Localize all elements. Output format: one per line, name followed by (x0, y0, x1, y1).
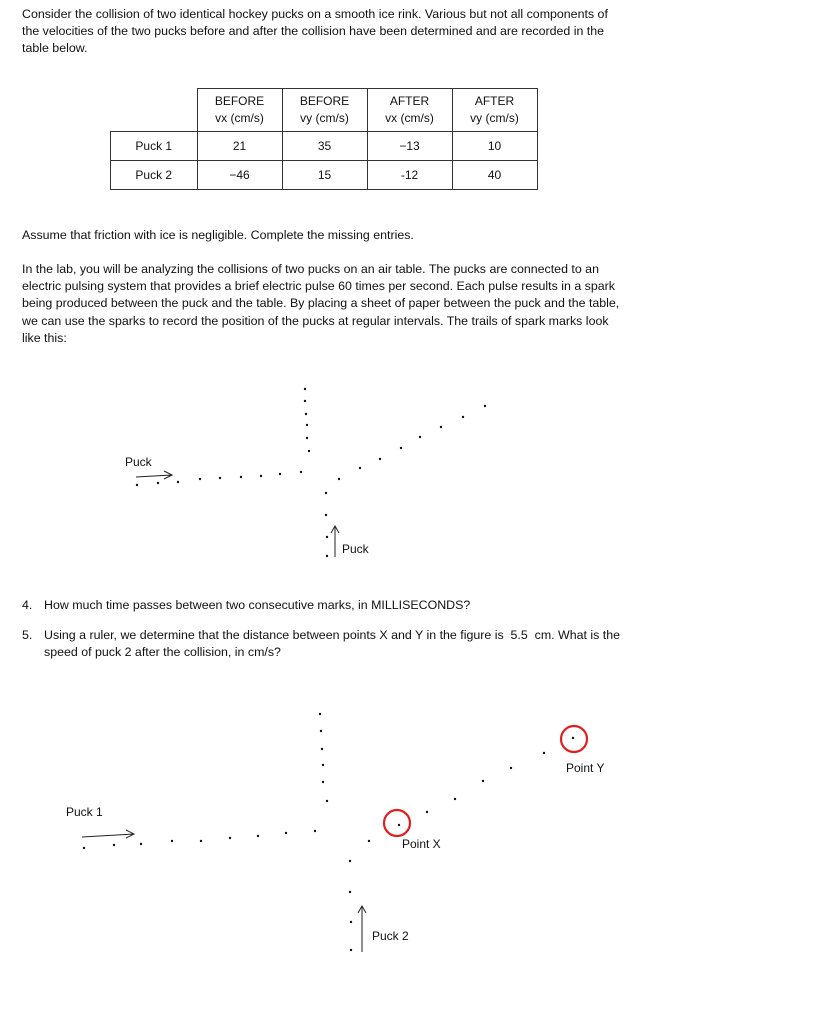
spark-mark (257, 835, 259, 837)
puck-arrow-right-icon (136, 471, 172, 479)
fig2-puck1-label: Puck 1 (66, 805, 103, 819)
spark-mark (279, 473, 281, 475)
table-row: Puck 2 −46 15 -12 40 (111, 161, 538, 190)
spark-mark (368, 840, 370, 842)
spark-mark (440, 426, 442, 428)
spark-mark (219, 477, 221, 479)
spark-mark (136, 484, 138, 486)
spark-mark (199, 478, 201, 480)
fig2-puck2-label: Puck 2 (372, 929, 409, 943)
spark-mark (113, 844, 115, 846)
point-y-circle (561, 726, 587, 752)
puck2-arrow-up-icon (358, 906, 366, 952)
spark-mark (325, 514, 327, 516)
header-before-vy: BEFORE vy (cm/s) (282, 89, 367, 132)
spark-mark (319, 713, 321, 715)
question-4: 4. How much time passes between two consecutive marks, in MILLISECONDS? (22, 598, 471, 612)
spark-mark (306, 437, 308, 439)
spark-mark (326, 536, 328, 538)
spark-mark (454, 798, 456, 800)
spark-mark (349, 891, 351, 893)
spark-mark (304, 388, 306, 390)
spark-mark (400, 447, 402, 449)
spark-mark (419, 436, 421, 438)
spark-mark (300, 471, 302, 473)
spark-mark (322, 764, 324, 766)
spark-mark (325, 492, 327, 494)
spark-mark (379, 458, 381, 460)
point-x-label: Point X (402, 837, 441, 851)
spark-mark (200, 840, 202, 842)
spark-mark (350, 949, 352, 951)
spark-mark (83, 847, 85, 849)
point-x-circle (384, 810, 410, 836)
spark-mark (240, 476, 242, 478)
spark-mark (321, 748, 323, 750)
spark-mark (326, 800, 328, 802)
spark-mark (398, 824, 400, 826)
header-after-vx: AFTER vx (cm/s) (367, 89, 452, 132)
spark-mark (510, 767, 512, 769)
spark-mark (322, 781, 324, 783)
header-before-vx: BEFORE vx (cm/s) (197, 89, 282, 132)
spark-mark (285, 832, 287, 834)
spark-mark (482, 780, 484, 782)
spark-mark (426, 811, 428, 813)
assume-paragraph: Assume that friction with ice is negligible. Complete the missing entries. (22, 228, 414, 242)
spark-mark (260, 475, 262, 477)
spark-mark (305, 413, 307, 415)
puck1-arrow-right-icon (82, 830, 134, 838)
lab-paragraph: In the lab, you will be analyzing the collisions of two pucks on an air table. The pucks are connected to an electric pulsing system that provides a brief electric pulse 60 times per second. Each pulse results in a spark being produced between the puck and the table. By placing a sheet of paper between the puck and the table, we can use the sparks to record the position of the pucks at regular intervals. The trails of spark marks look like this: (22, 262, 620, 345)
intro-paragraph: Consider the collision of two identical hockey pucks on a smooth ice rink. Various but not all components of the velocities of the two pucks before and after the collision have been determined and are recorded in the table below. (22, 7, 608, 56)
spark-mark (177, 481, 179, 483)
spark-mark (140, 843, 142, 845)
spark-mark (484, 405, 486, 407)
spark-mark (314, 830, 316, 832)
spark-mark (326, 555, 328, 557)
spark-mark (338, 478, 340, 480)
table-row: Puck 1 21 35 −13 10 (111, 132, 538, 161)
puck-arrow-up-icon (331, 526, 339, 557)
spark-mark (304, 400, 306, 402)
spark-mark (543, 752, 545, 754)
spark-mark (308, 450, 310, 452)
spark-mark (572, 737, 574, 739)
spark-mark (306, 424, 308, 426)
spark-mark (171, 840, 173, 842)
spark-mark (229, 837, 231, 839)
fig1-puck-bottom-label: Puck (342, 542, 369, 556)
spark-mark (320, 730, 322, 732)
spark-mark (350, 921, 352, 923)
spark-mark (359, 467, 361, 469)
question-5: 5. Using a ruler, we determine that the distance between points X and Y in the figure is 5.5 cm. What is the speed of puck 2 after the collision, in cm/s? (22, 628, 624, 660)
spark-mark (157, 482, 159, 484)
spark-mark (462, 416, 464, 418)
point-y-label: Point Y (566, 761, 605, 775)
header-after-vy: AFTER vy (cm/s) (452, 89, 537, 132)
spark-mark (349, 860, 351, 862)
fig1-puck-label: Puck (125, 455, 152, 469)
